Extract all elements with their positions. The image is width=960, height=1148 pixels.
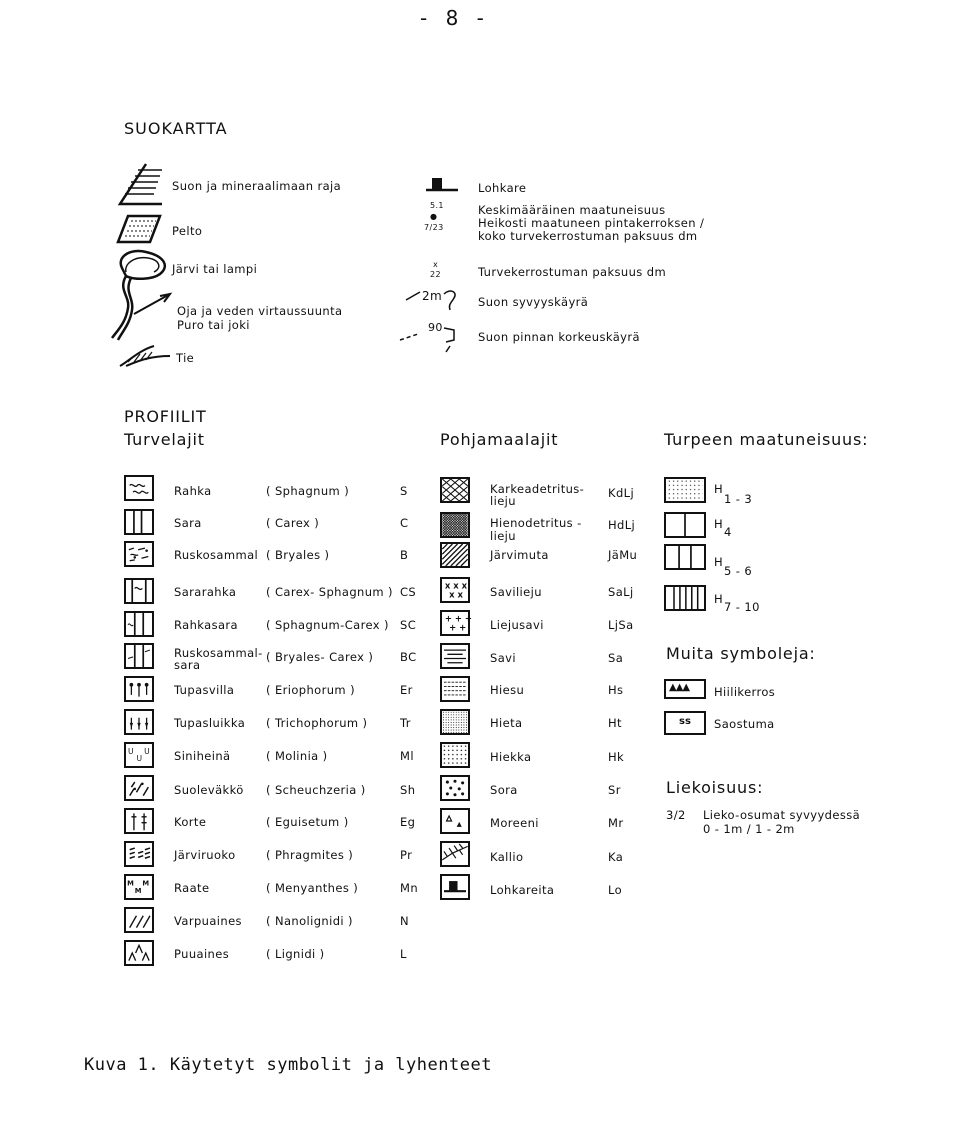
legend-depth-contour-label: Suon syvyyskäyrä [478, 295, 589, 309]
pohjamaa-abbr: Hs [608, 683, 624, 697]
turvelaji-latin: ( Scheuchzeria ) [266, 783, 366, 797]
maatuneisuus-sub: 5 - 6 [724, 564, 753, 578]
svg-text:U: U [128, 747, 134, 757]
pohjamaa-abbr: Sa [608, 651, 624, 665]
legend-road-label: Tie [176, 351, 195, 365]
turvelaji-name: Tupasluikka [174, 716, 246, 730]
turvelaji-name: Tupasvilla [174, 683, 235, 697]
turvelaji-latin: ( Trichophorum ) [266, 716, 368, 730]
turvelaji-abbr: N [400, 914, 410, 928]
pohjamaa-abbr: Lo [608, 883, 623, 897]
turvelaji-name: Puuaines [174, 947, 230, 961]
legend-humification-label: Keskimääräinen maatuneisuus [478, 203, 666, 217]
turvelaji-name: Suoleväkkö [174, 783, 244, 797]
tupasluikka-symbol-icon [124, 709, 154, 735]
pohjamaa-abbr: Hk [608, 750, 625, 764]
moreeni-symbol-icon [440, 808, 470, 834]
pohjamaa-abbr: Sr [608, 783, 621, 797]
turvelaji-abbr: Mn [400, 881, 419, 895]
pohjamaa-name: Kallio [490, 850, 524, 864]
legend-field-label: Pelto [172, 224, 203, 238]
suolevakko-symbol-icon [124, 775, 154, 801]
tupasvilla-symbol-icon [124, 676, 154, 702]
saostuma-symbol-text: ss [679, 716, 691, 727]
korte-symbol-icon [124, 808, 154, 834]
pohjamaa-name: Lohkareita [490, 883, 555, 897]
column-maatuneisuus: Turpeen maatuneisuus: [664, 430, 869, 449]
legend-elevation-contour-label: Suon pinnan korkeuskäyrä [478, 330, 640, 344]
boulder-icon [424, 176, 460, 192]
saostuma-symbol-icon [664, 711, 706, 735]
siniheina-symbol-icon [124, 742, 154, 768]
turvelaji-latin: ( Sphagnum-Carex ) [266, 618, 389, 632]
liejusavi-symbol-icon [440, 610, 470, 636]
svg-text:M: M [134, 886, 142, 895]
elevation-contour-symbol: 90 [428, 321, 443, 334]
profiles-title: PROFIILIT [124, 407, 207, 426]
lohkareita-symbol-icon [440, 874, 470, 900]
puuaines-symbol-icon [124, 940, 154, 966]
humification-symbol-bottom: 7/23 [424, 223, 444, 232]
h4-symbol-icon [664, 512, 706, 538]
h1-3-symbol-icon [664, 477, 706, 503]
column-turvelajit: Turvelajit [124, 430, 205, 449]
savilieju-symbol-icon [440, 577, 470, 603]
turvelaji-name: Siniheinä [174, 749, 231, 763]
road-symbol-icon [118, 344, 172, 368]
page-title: SUOKARTTA [124, 119, 228, 138]
turvelaji-name: Rahkasara [174, 618, 238, 632]
turvelaji-name: Ruskosammal- [174, 646, 263, 660]
peat-thickness-symbol-x: x [433, 260, 439, 269]
sora-symbol-icon [440, 775, 470, 801]
turvelaji-latin: ( Eriophorum ) [266, 683, 355, 697]
turvelaji-abbr: Tr [400, 716, 411, 730]
turvelaji-latin: ( Bryales ) [266, 548, 330, 562]
legend-boulder-label: Lohkare [478, 181, 527, 195]
maatuneisuus-label: H [714, 517, 724, 531]
jarviruoko-symbol-icon [124, 841, 154, 867]
pohjamaa-name: Hienodetritus - [490, 516, 582, 530]
liekoisuus-symbol: 3/2 [666, 808, 686, 822]
pohjamaa-abbr: Mr [608, 816, 624, 830]
svg-text:U: U [144, 747, 150, 757]
turvelaji-abbr: SC [400, 618, 417, 632]
ruskosammalsara-symbol-icon [124, 643, 154, 669]
turvelaji-abbr: B [400, 548, 409, 562]
boundary-symbol-icon [116, 160, 166, 210]
turvelaji-latin: ( Menyanthes ) [266, 881, 359, 895]
turvelaji-abbr: L [400, 947, 407, 961]
maatuneisuus-label: H [714, 592, 724, 606]
maatuneisuus-sub: 7 - 10 [724, 600, 760, 614]
h5-6-symbol-icon [664, 544, 706, 570]
page-number: - 8 - [420, 6, 490, 30]
varpuaines-symbol-icon [124, 907, 154, 933]
figure-caption: Kuva 1. Käytetyt symbolit ja lyhenteet [84, 1055, 492, 1075]
column-pohjamaalajit: Pohjamaalajit [440, 430, 559, 449]
turvelaji-abbr: Er [400, 683, 413, 697]
pohjamaa-abbr: JäMu [608, 548, 638, 562]
pohjamaa-abbr: KdLj [608, 486, 635, 500]
turvelaji-abbr: CS [400, 585, 417, 599]
hienodetrituslieju-symbol-icon [440, 512, 470, 538]
karkeadetrituslieju-symbol-icon [440, 477, 470, 503]
turvelaji-abbr: Eg [400, 815, 416, 829]
pohjamaa-abbr: Ht [608, 716, 622, 730]
humification-symbol-top: 5.1 [430, 201, 444, 210]
pohjamaa-name: Hiesu [490, 683, 525, 697]
pohjamaa-name2: lieju [490, 529, 516, 543]
turvelaji-name: Korte [174, 815, 207, 829]
svg-text:x x x: x x x [444, 580, 468, 591]
legend-total-thickness-label: koko turvekerrostuman paksuus dm [478, 229, 698, 243]
peat-thickness-symbol: 22 [430, 270, 441, 279]
turvelaji-latin: ( Lignidi ) [266, 947, 325, 961]
hieta-symbol-icon [440, 709, 470, 735]
liekoisuus-line2: 0 - 1m / 1 - 2m [703, 822, 795, 836]
hiilikerros-symbol-text: ▲▲▲ [669, 682, 690, 693]
turvelaji-latin: ( Eguisetum ) [266, 815, 349, 829]
turvelaji-latin: ( Molinia ) [266, 749, 328, 763]
saostuma-label: Saostuma [714, 717, 775, 731]
turvelaji-name: Sararahka [174, 585, 237, 599]
maatuneisuus-sub: 1 - 3 [724, 492, 753, 506]
svg-text:+ +: + + [449, 622, 467, 633]
legend-surface-layer-label: Heikosti maatuneen pintakerroksen / [478, 216, 705, 230]
pohjamaa-abbr: HdLj [608, 518, 636, 532]
svg-text:+ + +: + + + [444, 613, 472, 624]
lake-river-symbol-icon [104, 246, 174, 342]
legend-lake-label: Järvi tai lampi [172, 262, 258, 276]
turvelaji-latin: ( Carex- Sphagnum ) [266, 585, 393, 599]
turvelaji-abbr: BC [400, 650, 417, 664]
turvelaji-name: Ruskosammal [174, 548, 259, 562]
turvelaji-name2: sara [174, 658, 201, 672]
hiekka-symbol-icon [440, 742, 470, 768]
maatuneisuus-label: H [714, 482, 724, 496]
ruskosammal-symbol-icon [124, 541, 154, 567]
humification-symbol-dot: ● [430, 212, 438, 221]
pohjamaa-name: Hiekka [490, 750, 532, 764]
savi-symbol-icon [440, 643, 470, 669]
turvelaji-name: Sara [174, 516, 202, 530]
pohjamaa-abbr: Ka [608, 850, 624, 864]
pohjamaa-name: Karkeadetritus- [490, 482, 585, 496]
turvelaji-latin: ( Nanolignidi ) [266, 914, 353, 928]
turvelaji-abbr: Ml [400, 749, 414, 763]
svg-text:U: U [136, 753, 143, 763]
kallio-symbol-icon [440, 841, 470, 867]
turvelaji-name: Varpuaines [174, 914, 242, 928]
hiesu-symbol-icon [440, 676, 470, 702]
sara-symbol-icon [124, 509, 154, 535]
pohjamaa-name2: lieju [490, 494, 516, 508]
pohjamaa-name: Sora [490, 783, 518, 797]
hiilikerros-symbol-icon [664, 679, 706, 699]
pohjamaa-name: Savilieju [490, 585, 542, 599]
rahkasara-symbol-icon [124, 611, 154, 637]
pohjamaa-name: Hieta [490, 716, 523, 730]
legend-ditch-label: Oja ja veden virtaussuunta [177, 304, 343, 318]
turvelaji-abbr: S [400, 484, 408, 498]
pohjamaa-abbr: SaLj [608, 585, 634, 599]
sararahka-symbol-icon [124, 578, 154, 604]
pohjamaa-name: Liejusavi [490, 618, 544, 632]
raate-symbol-icon [124, 874, 154, 900]
turvelaji-latin: ( Bryales- Carex ) [266, 650, 374, 664]
field-symbol-icon [116, 214, 162, 244]
turvelaji-latin: ( Sphagnum ) [266, 484, 350, 498]
pohjamaa-name: Järvimuta [490, 548, 549, 562]
legend-boundary-label: Suon ja mineraalimaan raja [172, 179, 342, 193]
turvelaji-latin: ( Carex ) [266, 516, 320, 530]
turvelaji-name: Rahka [174, 484, 212, 498]
svg-text:x x: x x [449, 589, 463, 600]
pohjamaa-name: Savi [490, 651, 516, 665]
jarvimuta-symbol-icon [440, 542, 470, 568]
muita-title: Muita symboleja: [666, 644, 816, 663]
hiilikerros-label: Hiilikerros [714, 685, 776, 699]
liekoisuus-title: Liekoisuus: [666, 778, 764, 797]
turvelaji-abbr: Pr [400, 848, 413, 862]
svg-text:M: M [142, 879, 150, 888]
turvelaji-abbr: Sh [400, 783, 416, 797]
turvelaji-name: Järviruoko [174, 848, 236, 862]
pohjamaa-abbr: LjSa [608, 618, 634, 632]
legend-peat-thickness-label: Turvekerrostuman paksuus dm [478, 265, 667, 279]
svg-text:M: M [127, 879, 134, 888]
h7-10-symbol-icon [664, 585, 706, 611]
turvelaji-abbr: C [400, 516, 409, 530]
pohjamaa-name: Moreeni [490, 816, 539, 830]
rahka-symbol-icon [124, 475, 154, 501]
maatuneisuus-label: H [714, 555, 724, 569]
turvelaji-latin: ( Phragmites ) [266, 848, 354, 862]
maatuneisuus-sub: 4 [724, 525, 732, 539]
turvelaji-name: Raate [174, 881, 210, 895]
depth-contour-symbol: 2m [422, 289, 443, 303]
legend-stream-label: Puro tai joki [177, 318, 250, 332]
liekoisuus-line1: Lieko-osumat syvyydessä [703, 808, 861, 822]
